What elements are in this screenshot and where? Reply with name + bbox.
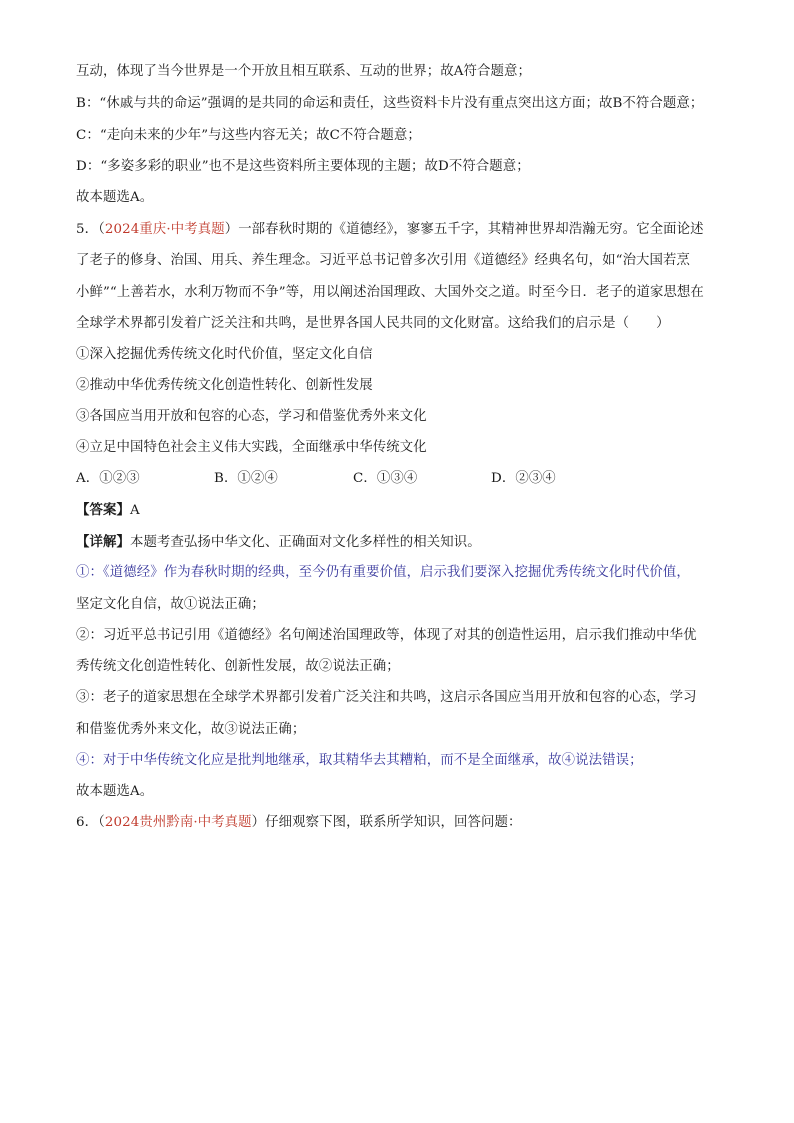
q6-source-badge: 2024贵州黔南·中考真题: [104, 815, 252, 830]
analysis-text: 本题考查弘扬中华文化、正确面对文化多样性的相关知识。: [129, 535, 481, 550]
q5-stem-line-1: [76, 221, 704, 239]
q6-stem-text: 仔细观察下图，联系所学知识，回答问题：: [265, 815, 522, 830]
prev-option-d-explanation: D：“多姿多彩的职业”也不是这些资料所主要体现的主题；故D不符合题意；: [76, 159, 530, 174]
explanation-3-line-2: 和借鉴优秀外来文化，故③说法正确；: [76, 722, 306, 737]
q5-analysis: [76, 533, 481, 552]
explanation-3-line-1: ③：老子的道家思想在全球学术界都引发着广泛关注和共鸣，这启示各国应当用开放和包容的心态，学习: [76, 690, 697, 705]
q5-number: 5．（: [76, 222, 105, 237]
q5-stem-line-4: 全球学术界都引发着广泛关注和共鸣，是世界各国人民共同的文化财富。这给我们的启示是（ ）: [76, 316, 670, 331]
q5-source-close: ）: [224, 222, 239, 237]
q5-answer: [76, 501, 140, 520]
q5-item-2: ②推动中华优秀传统文化创造性转化、创新性发展: [76, 378, 373, 393]
explanation-4: ④：对于中华传统文化应是批判地继承，取其精华去其糟粕，而不是全面继承，故④说法错误；: [76, 753, 643, 768]
explanation-2-line-1: ②：习近平总书记引用《道德经》名句阐述治国理政等，体现了对其的创造性运用，启示我们推动中华优: [76, 628, 697, 643]
q5-stem-line-3: 小鲜”“上善若水，水利万物而不争”等，用以阐述治国理政、大国外交之道。时至今日．老子的道家思想在: [76, 285, 704, 300]
q5-option-b: B．①②④: [214, 471, 278, 486]
q6-source-close: ）: [251, 815, 266, 830]
analysis-tag: 【详解】: [76, 534, 130, 550]
explanation-1-line-1: ①：《道德经》作为春秋时期的经典，至今仍有重要价值，启示我们要深入挖掘优秀传统文化时代价值，: [76, 565, 690, 580]
q5-conclusion: 故本题选A。: [76, 784, 154, 799]
q5-item-3: ③各国应当用开放和包容的心态，学习和借鉴优秀外来文化: [76, 409, 427, 424]
q5-source-badge: 2024重庆·中考真题: [104, 222, 225, 237]
prev-option-b-explanation: B：“休戚与共的命运”强调的是共同的命运和责任，这些资料卡片没有重点突出这方面；故B不符合题意；: [76, 96, 704, 111]
q5-option-a: A．①②③: [76, 471, 140, 486]
q5-item-1: ①深入挖掘优秀传统文化时代价值，坚定文化自信: [76, 347, 373, 362]
prev-conclusion: 故本题选A。: [76, 190, 154, 205]
q6-stem: [76, 814, 522, 832]
q5-stem-text: 一部春秋时期的《道德经》，寥寥五千字，其精神世界却浩瀚无穷。它全面论述: [238, 222, 704, 237]
answer-tag: 【答案】: [76, 502, 130, 518]
explanation-1-line-2: 坚定文化自信，故①说法正确；: [76, 597, 265, 612]
q5-options: [76, 470, 676, 488]
explanation-2-line-2: 秀传统文化创造性转化、创新性发展，故②说法正确；: [76, 659, 400, 674]
prev-explanation-line: 互动，体现了当今世界是一个开放且相互联系、互动的世界；故A符合题意；: [76, 64, 531, 79]
q5-item-4: ④立足中国特色社会主义伟大实践，全面继承中华传统文化: [76, 440, 427, 455]
prev-option-c-explanation: C：“走向未来的少年”与这些内容无关；故C不符合题意；: [76, 128, 421, 143]
q5-option-d: D．②③④: [491, 471, 556, 486]
q5-stem-line-2: 了老子的修身、治国、用兵、养生理念。习近平总书记曾多次引用《道德经》经典名句，如“治大国若烹: [76, 253, 691, 268]
q6-number: 6．（: [76, 815, 105, 830]
answer-value: A: [129, 503, 140, 518]
q5-option-c: C．①③④: [353, 471, 418, 486]
